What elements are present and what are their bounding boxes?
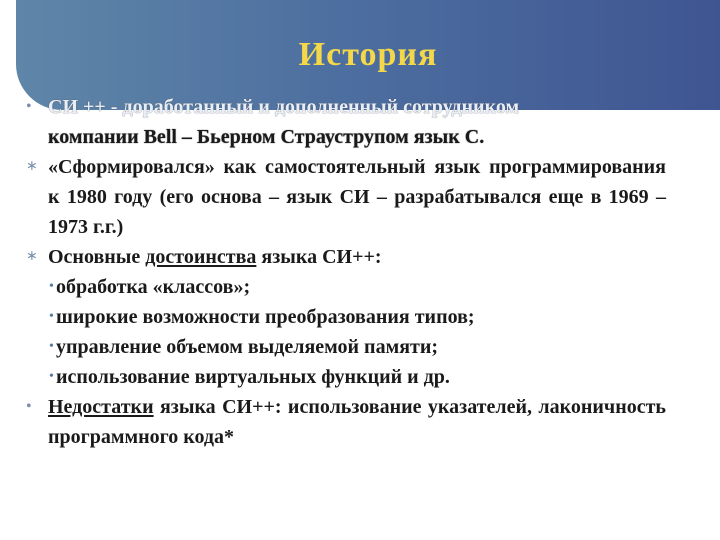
sub-bullet-dot-icon: • bbox=[49, 339, 54, 354]
bullet-4-text: языка СИ++: использование указателей, лаконичность программного кода* bbox=[48, 396, 666, 448]
advantages-keyword: достоинства bbox=[145, 246, 257, 268]
bullet-3-prefix: Основные bbox=[48, 246, 146, 268]
advantage-text: управление объемом выделяемой памяти; bbox=[56, 336, 439, 358]
slide-title: История bbox=[298, 36, 438, 73]
advantage-text: обработка «классов»; bbox=[56, 276, 251, 298]
bullet-2-text: «Сформировался» как самостоятельный язык программирования к 1980 году (его основа – язык СИ – разрабатывался еще в 1969 – 1973 г.г.) bbox=[48, 156, 666, 238]
advantage-item bbox=[26, 362, 666, 392]
advantage-text: использование виртуальных функций и др. bbox=[56, 366, 450, 388]
sub-bullet-dot-icon: • bbox=[49, 279, 54, 294]
bullet-item-4 bbox=[26, 392, 666, 452]
bullet-item-2 bbox=[26, 152, 666, 242]
advantage-item bbox=[26, 302, 666, 332]
bullet-1-line-1: СИ ++ - доработанный и дополненный сотрудником bbox=[48, 96, 520, 118]
bullet-dot-icon: • bbox=[26, 398, 32, 415]
bullet-3-suffix: языка СИ++: bbox=[256, 246, 382, 268]
bullet-item-1 bbox=[26, 92, 666, 152]
bullet-asterisk-icon: ∗ bbox=[26, 159, 38, 174]
sub-bullet-dot-icon: • bbox=[49, 369, 54, 384]
disadvantages-keyword: Недостатки bbox=[48, 396, 154, 418]
bullet-asterisk-icon: ∗ bbox=[26, 249, 38, 264]
advantage-text: широкие возможности преобразования типов; bbox=[56, 306, 475, 328]
sub-bullet-dot-icon: • bbox=[49, 309, 54, 324]
bullet-item-3 bbox=[26, 242, 666, 272]
slide-content bbox=[26, 92, 666, 452]
advantage-item bbox=[26, 332, 666, 362]
bullet-1-line-2: компании Bell – Бьерном Страуструпом язык С. bbox=[48, 126, 485, 148]
advantage-item bbox=[26, 272, 666, 302]
bullet-dot-icon: • bbox=[26, 98, 32, 115]
